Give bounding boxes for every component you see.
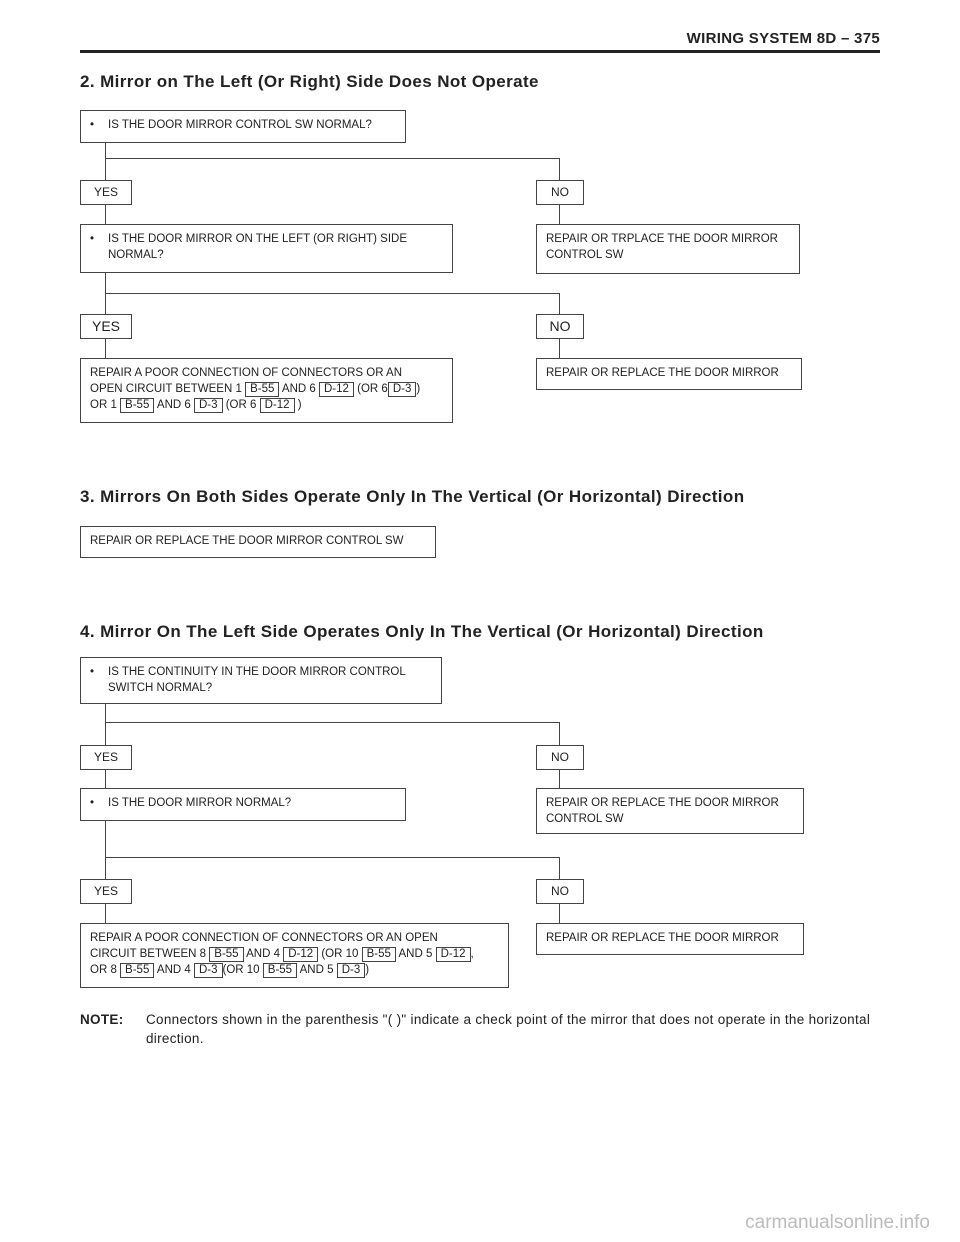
connector-line — [105, 205, 106, 224]
s2-no-2-action-text: REPAIR OR REPLACE THE DOOR MIRROR — [546, 367, 779, 379]
connector-ref: D-12 — [319, 382, 354, 397]
connector-line — [105, 143, 106, 180]
connector-line — [105, 339, 106, 358]
watermark-text: carmanualsonline.info — [745, 1212, 930, 1233]
s2-question-1-text: IS THE DOOR MIRROR CONTROL SW NORMAL? — [108, 119, 372, 131]
connector-line — [105, 904, 106, 923]
s3-action-box — [80, 526, 436, 558]
connector-ref: D-3 — [337, 963, 366, 978]
s4-question-1-line-2: SWITCH NORMAL? — [108, 682, 213, 694]
connector-ref: D-3 — [194, 963, 223, 978]
bullet-icon: • — [90, 666, 95, 678]
s4-question-1-box — [80, 657, 442, 704]
connector-line — [559, 770, 560, 788]
page-header-title: WIRING SYSTEM 8D – 375 — [686, 30, 880, 47]
connector-line — [105, 770, 106, 788]
s2-question-2-box — [80, 224, 453, 273]
note-block — [80, 1010, 890, 1048]
s4-repair-text: AND 4 — [154, 964, 194, 976]
s4-repair-text: AND 5 — [297, 964, 337, 976]
connector-ref: B-55 — [245, 382, 279, 397]
bullet-icon: • — [90, 233, 95, 245]
s4-question-1-line-1: IS THE CONTINUITY IN THE DOOR MIRROR CONTROL — [108, 666, 406, 678]
s2-repair-text: AND 6 — [154, 399, 194, 411]
connector-ref: D-12 — [436, 947, 471, 962]
connector-ref: D-3 — [194, 398, 223, 413]
s2-repair-box — [80, 358, 453, 423]
connector-ref: D-12 — [260, 398, 295, 413]
s2-repair-text: ) — [294, 399, 302, 411]
connector-line — [559, 293, 560, 314]
s4-repair-text: CIRCUIT BETWEEN 8 — [90, 948, 210, 960]
s2-repair-line-1: REPAIR A POOR CONNECTION OF CONNECTORS OR AN — [90, 367, 403, 379]
s4-question-2-text: IS THE DOOR MIRROR NORMAL? — [108, 797, 292, 809]
connector-line — [559, 857, 560, 879]
connector-ref: B-55 — [120, 398, 154, 413]
s4-repair-line-1: REPAIR A POOR CONNECTION OF CONNECTORS OR AN OPEN — [90, 932, 438, 944]
s2-no-1-action-line-1: REPAIR OR TRPLACE THE DOOR MIRROR — [546, 233, 778, 245]
s4-repair-text: ) — [365, 964, 370, 976]
s4-no-1-action-line-2: CONTROL SW — [546, 813, 624, 825]
connector-ref: B-55 — [263, 963, 297, 978]
section-4-title: 4. Mirror On The Left Side Operates Only In The Vertical (Or Horizontal) Direction — [80, 622, 764, 641]
connector-line — [105, 293, 559, 294]
note-text: Connectors shown in the parenthesis "( )" indicate a check point of the mirror that does not operate in the horizontal direction. — [146, 1012, 871, 1046]
s4-repair-text: , — [470, 948, 474, 960]
s3-action-text: REPAIR OR REPLACE THE DOOR MIRROR CONTROL SW — [90, 535, 404, 547]
s2-repair-text: OPEN CIRCUIT BETWEEN 1 — [90, 383, 246, 395]
connector-line — [559, 205, 560, 224]
connector-ref: D-12 — [283, 947, 318, 962]
s4-no-2-action-box — [536, 923, 804, 955]
s2-question-1-box — [80, 110, 406, 143]
connector-line — [105, 722, 559, 723]
section-2-title: 2. Mirror on The Left (Or Right) Side Does Not Operate — [80, 72, 539, 91]
connector-ref: B-55 — [209, 947, 243, 962]
s2-repair-text: AND 6 — [279, 383, 319, 395]
s4-yes-1-tag: YES — [80, 745, 132, 770]
header-rule — [80, 50, 880, 53]
s2-repair-text: OR 1 — [90, 399, 121, 411]
s4-repair-text: AND 5 — [395, 948, 436, 960]
s4-no-2-tag: NO — [536, 879, 584, 904]
s4-no-1-action-box — [536, 788, 804, 834]
s2-repair-text: (OR 6 — [222, 399, 260, 411]
connector-line — [559, 722, 560, 745]
connector-line — [559, 158, 560, 180]
section-3-title: 3. Mirrors On Both Sides Operate Only In The Vertical (Or Horizontal) Direction — [80, 487, 745, 506]
connector-ref: D-3 — [388, 382, 417, 397]
connector-line — [559, 904, 560, 923]
s2-repair-text: (OR 6 — [353, 383, 388, 395]
s2-yes-1-tag: YES — [80, 180, 132, 205]
s4-no-1-action-line-1: REPAIR OR REPLACE THE DOOR MIRROR — [546, 797, 779, 809]
s2-no-2-tag: NO — [536, 314, 584, 339]
s2-no-1-action-box — [536, 224, 800, 274]
s4-question-2-box — [80, 788, 406, 821]
connector-ref: B-55 — [362, 947, 396, 962]
connector-ref: B-55 — [120, 963, 154, 978]
s4-repair-text: OR 8 — [90, 964, 121, 976]
s4-repair-text: (OR 10 — [222, 964, 263, 976]
connector-line — [559, 339, 560, 358]
s4-yes-2-tag: YES — [80, 879, 132, 904]
connector-line — [105, 704, 106, 745]
s2-repair-text: ) — [416, 383, 421, 395]
note-label: NOTE: — [80, 1012, 124, 1027]
s4-repair-box — [80, 923, 509, 988]
s2-no-1-tag: NO — [536, 180, 584, 205]
s2-question-2-line-2: NORMAL? — [108, 249, 164, 261]
connector-line — [105, 821, 106, 879]
connector-line — [105, 158, 559, 159]
s2-question-2-line-1: IS THE DOOR MIRROR ON THE LEFT (OR RIGHT) SIDE — [108, 233, 408, 245]
s2-no-1-action-line-2: CONTROL SW — [546, 249, 624, 261]
s2-no-2-action-box — [536, 358, 802, 390]
s4-repair-text: AND 4 — [243, 948, 284, 960]
s2-yes-2-tag: YES — [80, 314, 132, 339]
bullet-icon: • — [90, 119, 95, 131]
s4-no-2-action-text: REPAIR OR REPLACE THE DOOR MIRROR — [546, 932, 779, 944]
s4-no-1-tag: NO — [536, 745, 584, 770]
s4-repair-text: (OR 10 — [318, 948, 362, 960]
connector-line — [105, 857, 559, 858]
bullet-icon: • — [90, 797, 95, 809]
